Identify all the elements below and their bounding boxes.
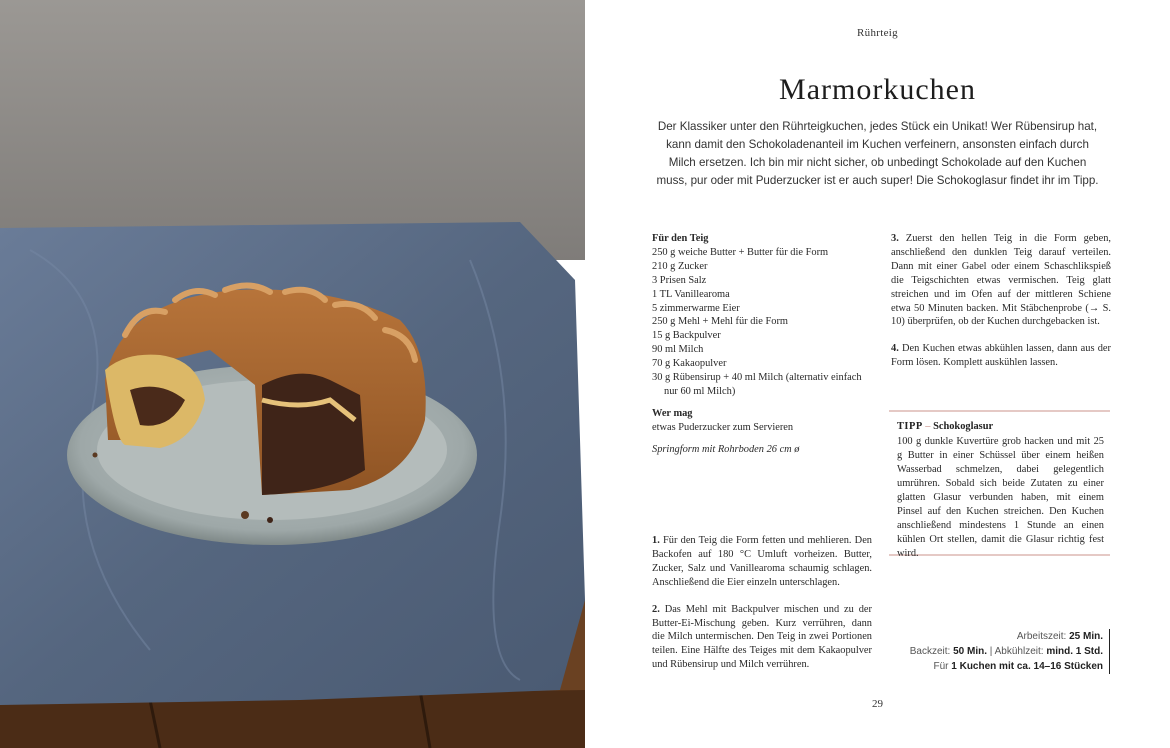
step-text: Zuerst den hellen Teig in die Form geben, anschließend den dunklen Teig darauf verteilen. Dann mit einer Gabel oder einem Schaschlikspieß die Teigschichten etwas vermischen. Teig glatt streichen und im Ofen auf der mittleren Schiene etwa 50 Minuten backen. Mit Stäbchenprobe (→ S. 10) überprüfen, ob der Kuchen durchgebacken ist. xyxy=(891,233,1111,328)
ingredient-item: 210 g Zucker xyxy=(652,260,708,272)
work-time-label: Arbeitszeit: xyxy=(1016,631,1067,642)
photo-wall xyxy=(0,0,585,260)
steps-right xyxy=(891,232,1111,370)
ingredient-item: 250 g weiche Butter + Butter für die Form xyxy=(652,246,829,258)
recipe-title: Marmorkuchen xyxy=(779,73,976,106)
step-1 xyxy=(652,534,872,590)
optional-heading: Wer mag xyxy=(652,407,693,419)
step-text: Für den Teig die Form fetten und mehlieren. Den Backofen auf 180 °C Umluft vorheizen. Butter, Zucker, Salz und Vanillearoma schaumig schlagen. Anschließend die Eier einzeln unterschlagen. xyxy=(652,535,872,588)
tip-subject: Schokoglasur xyxy=(933,421,994,432)
step-4 xyxy=(891,342,1111,370)
ingredient-item: 30 g Rübensirup + 40 ml Milch (alternativ einfach nur 60 ml Milch) xyxy=(652,372,862,397)
yield-value: 1 Kuchen mit ca. 14–16 Stücken xyxy=(951,661,1103,672)
work-time xyxy=(910,629,1103,644)
tip-dash: – xyxy=(922,421,934,432)
work-time-value: 25 Min. xyxy=(1069,631,1103,642)
time-info xyxy=(910,629,1110,674)
cool-time-label: Abkühlzeit: xyxy=(994,646,1044,657)
dough-heading: Für den Teig xyxy=(652,233,709,244)
ingredient-item: 250 g Mehl + Mehl für die Form xyxy=(652,316,789,328)
steps-left xyxy=(652,534,872,672)
yield-label: Für xyxy=(933,661,949,672)
ingredients-column xyxy=(652,232,872,457)
ingredient-item: 1 TL Vanillearoma xyxy=(652,288,730,300)
recipe-page xyxy=(585,0,1170,748)
tip-heading xyxy=(897,420,1104,434)
yield xyxy=(910,659,1103,674)
dough-ingredient-list xyxy=(652,246,872,399)
ingredient-item: 15 g Backpulver xyxy=(652,330,721,342)
step-number: 3. xyxy=(891,233,899,244)
bake-time-label: Backzeit: xyxy=(909,646,951,657)
bake-time-value: 50 Min. xyxy=(953,646,988,657)
ingredient-item: 70 g Kakaopulver xyxy=(652,358,727,370)
running-head: Rührteig xyxy=(857,27,898,39)
ingredient-item: 3 Prisen Salz xyxy=(652,274,707,286)
ingredient-item: 5 zimmerwarme Eier xyxy=(652,302,740,314)
bake-cool-time xyxy=(910,644,1103,659)
step-text: Den Kuchen etwas abkühlen lassen, dann aus der Form lösen. Komplett auskühlen lassen. xyxy=(891,343,1111,369)
ingredient-item: 90 ml Milch xyxy=(652,344,704,356)
cool-time-value: mind. 1 Std. xyxy=(1046,646,1103,657)
page-number: 29 xyxy=(872,698,883,710)
pan-size: Springform mit Rohrboden 26 cm ø xyxy=(652,443,800,455)
tip-text: 100 g dunkle Kuvertüre grob hacken und mit 25 g Butter in einer Schüssel über einem heißen Wasserbad schmelzen, dabei gelegentlich umrühren. Sobald sich beide Zutaten zu einer glatten Glasur verbunden haben, mit einem Pinsel auf den Kuchen streichen. Den Kuchen anschließend mindestens 1 Stunde an einen kühlen Ort stellen, damit die Glasur richtig fest wird. xyxy=(897,436,1104,559)
time-separator: | xyxy=(987,646,995,657)
step-number: 2. xyxy=(652,603,660,615)
recipe-intro: Der Klassiker unter den Rührteigkuchen, jedes Stück ein Unikat! Wer Rübensirup hat, kann damit den Schokoladenanteil im Kuchen verfeinern, ansonsten einfach durch Milch ersetzen. Ich bin mir nicht sicher, ob unbedingt Schokolade auf den Kuchen muss, pur oder mit Puderzucker ist er auch super! Die Schokoglasur findet ihr im Tipp. xyxy=(656,120,1099,187)
tip-box xyxy=(889,410,1110,559)
step-3 xyxy=(891,232,1111,329)
step-2 xyxy=(652,603,872,673)
step-text: Das Mehl mit Backpulver mischen und zu der Butter-Ei-Mischung geben. Kurz verrühren, dann die Milch untermischen. Den Teig in zwei Portionen teilen. Eine Hälfte des Teiges mit dem Kakaopulver und Rübensirup und Milch verrühren. xyxy=(652,603,872,671)
tip-label: TIPP xyxy=(897,421,923,432)
step-number: 4. xyxy=(891,343,899,355)
step-number: 1. xyxy=(652,535,660,546)
optional-item: etwas Puderzucker zum Servieren xyxy=(652,421,794,433)
